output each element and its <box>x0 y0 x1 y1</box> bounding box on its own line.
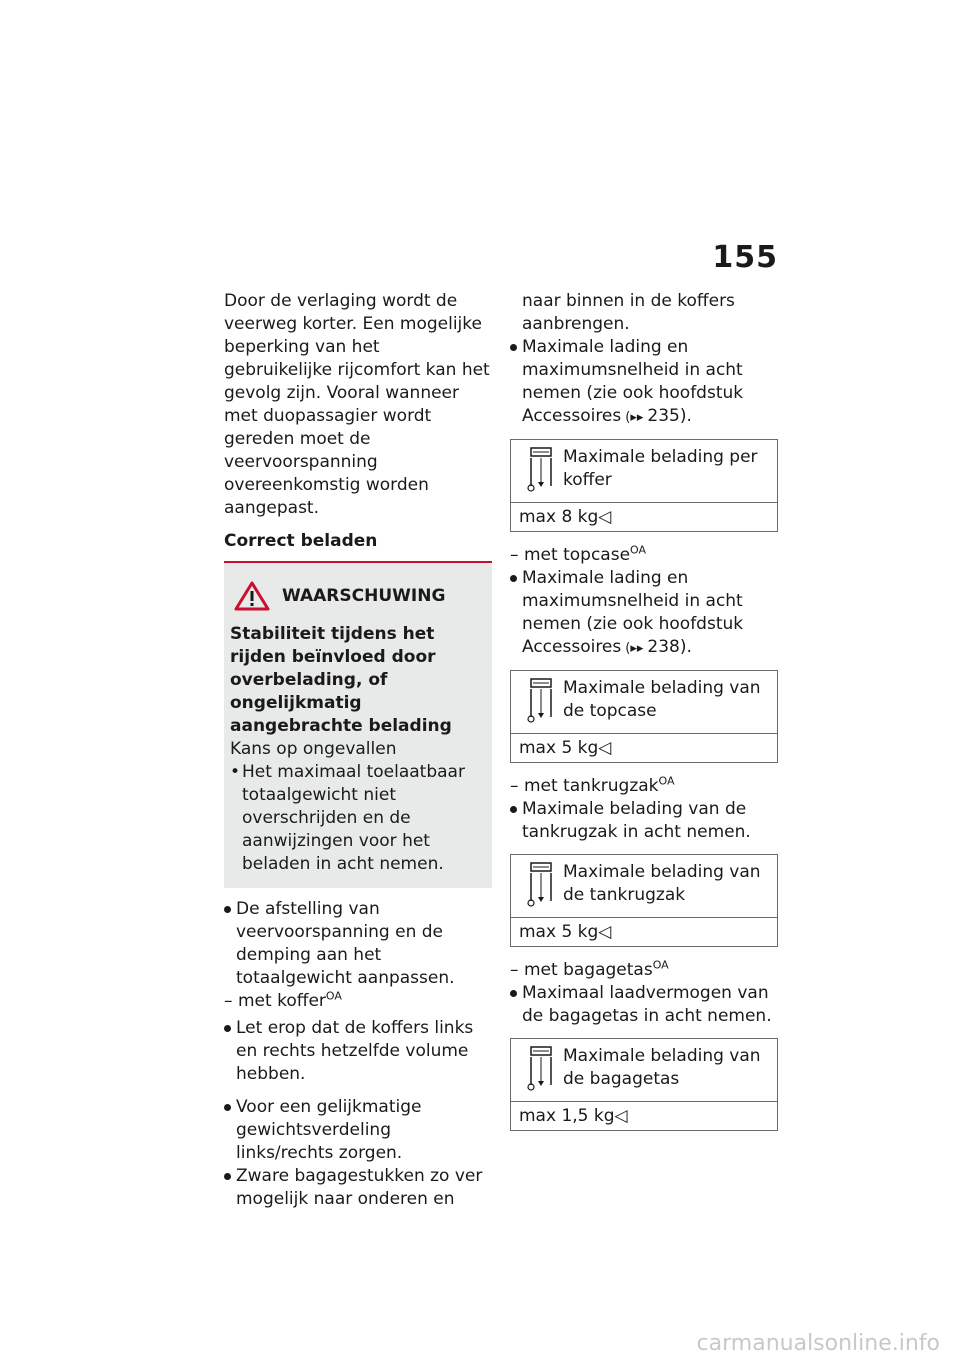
dash-mark: – <box>224 991 233 1011</box>
left-column <box>224 290 492 1211</box>
list-item-veervoorspanning <box>224 898 492 990</box>
spec-table-bagagetas <box>510 1038 778 1131</box>
list-item-topcase-snelheid <box>510 567 778 660</box>
list-item-koffer-snelheid <box>510 336 778 429</box>
warning-bullet <box>230 761 484 876</box>
list-item-bagagestukken <box>224 1165 492 1211</box>
spec-label: Maximale belading van de tankrugzak <box>563 862 761 905</box>
warning-triangle-icon <box>234 581 270 611</box>
continued-text: naar binnen in de koffers aanbrengen. <box>522 291 735 334</box>
spec-value: max 5 kg◁ <box>519 922 612 942</box>
page-reference[interactable]: 238). <box>647 637 692 657</box>
bullet-dot <box>224 906 231 913</box>
dash-item-topcase <box>510 544 778 567</box>
dash-mark: – <box>510 545 519 565</box>
list-item-text: Voor een gelijkmatige gewichtsverdeling links/rechts zorgen. <box>236 1097 422 1163</box>
spec-value: max 8 kg◁ <box>519 507 612 527</box>
spec-table-head <box>511 671 777 734</box>
list-item-text: Maximale belading van de tankrugzak in acht nemen. <box>522 799 751 842</box>
list-item-volume <box>224 1017 492 1086</box>
dash-text: met bagagetas <box>524 960 653 980</box>
bullet-dot <box>224 1025 231 1032</box>
oa-superscript: OA <box>325 989 342 1003</box>
list-item-text: Let erop dat de koffers links en rechts hetzelfde volume hebben. <box>236 1018 474 1084</box>
dash-text: met tankrugzak <box>524 776 659 796</box>
spec-value: max 1,5 kg◁ <box>519 1106 628 1126</box>
list-item-tankrugzak <box>510 798 778 844</box>
bullet-dot <box>510 806 517 813</box>
bullet-dot <box>224 1104 231 1111</box>
spec-label: Maximale belading per koffer <box>563 447 758 490</box>
spec-table-tankrugzak <box>510 854 778 947</box>
warning-title: WAARSCHUWING <box>282 586 446 606</box>
page-number: 155 <box>712 240 778 275</box>
warning-bullet-text: Het maximaal toelaatbaar totaalgewicht niet overschrijden en de aanwijzingen voor het beladen in acht nemen. <box>242 762 465 874</box>
spec-table-koffer <box>510 439 778 532</box>
spec-table-head <box>511 440 777 503</box>
load-weight-icon <box>519 677 563 723</box>
bullet-dot <box>510 990 517 997</box>
watermark: carmanualsonline.info <box>696 1331 940 1356</box>
load-weight-icon <box>519 1045 563 1091</box>
dash-text: met koffer <box>238 991 326 1011</box>
bullet-dot <box>510 575 517 582</box>
intro-paragraph: Door de verlaging wordt de veerweg korter. Een mogelijke beperking van het gebruikelijke rijcomfort kan het gevolg zijn. Vooral wanneer met duopassagier wordt gereden moet de veervoorspanning overeenkomstig worden aangepast. <box>224 291 490 518</box>
spec-label: Maximale belading van de bagagetas <box>563 1046 761 1089</box>
warning-subtitle: Stabiliteit tijdens het rijden beïnvloed door overbelading, of ongelijkmatig aangebrachte belading <box>230 624 452 736</box>
spacer <box>224 1086 492 1096</box>
page-reference[interactable]: 235). <box>647 406 692 426</box>
list-item-text: Maximale lading en maximumsnelheid in acht nemen (zie ook hoofdstuk Accessoires <box>522 337 744 426</box>
section-heading: Correct beladen <box>224 531 378 551</box>
spec-table-head <box>511 855 777 918</box>
load-weight-icon <box>519 446 563 492</box>
right-column <box>510 290 778 1143</box>
dash-text: met topcase <box>524 545 631 565</box>
dash-mark: – <box>510 960 519 980</box>
warning-header <box>230 581 484 611</box>
spec-table-topcase <box>510 670 778 763</box>
warning-text: Kans op ongevallen <box>230 739 397 759</box>
list-item-text: Maximale lading en maximumsnelheid in acht nemen (zie ook hoofdstuk Accessoires <box>522 568 744 657</box>
dash-item-tankrugzak <box>510 775 778 798</box>
oa-superscript: OA <box>652 958 669 972</box>
dash-item-koffer <box>224 990 492 1013</box>
bullet-dot <box>510 344 517 351</box>
page-reference-arrow-icon: (▸▸ <box>625 410 644 425</box>
dash-item-bagagetas <box>510 959 778 982</box>
list-item-bagagetas <box>510 982 778 1028</box>
load-weight-icon <box>519 861 563 907</box>
warning-box <box>224 563 492 888</box>
oa-superscript: OA <box>630 543 647 557</box>
spec-value: max 5 kg◁ <box>519 738 612 758</box>
list-item-gewichtsverdeling <box>224 1096 492 1165</box>
dash-mark: – <box>510 776 519 796</box>
page-reference-arrow-icon: (▸▸ <box>625 641 644 656</box>
bullet-dot <box>224 1173 231 1180</box>
list-item-text: Maximaal laadvermogen van de bagagetas in acht nemen. <box>522 983 772 1026</box>
spec-table-head <box>511 1039 777 1102</box>
list-item-text: De afstelling van veervoorspanning en de demping aan het totaalgewicht aanpassen. <box>236 899 455 988</box>
list-item-text: Zware bagagestukken zo ver mogelijk naar onderen en <box>236 1166 483 1209</box>
spec-label: Maximale belading van de topcase <box>563 678 761 721</box>
oa-superscript: OA <box>658 774 675 788</box>
